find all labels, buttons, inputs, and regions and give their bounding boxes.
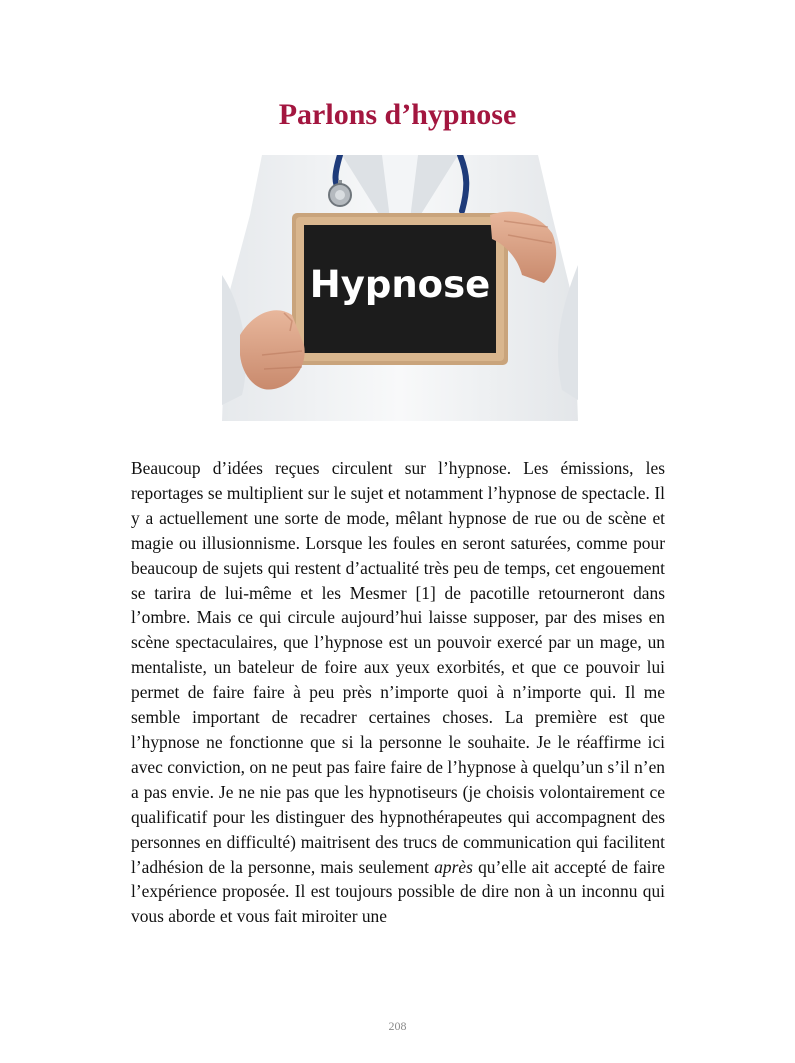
page-title: Parlons d’hypnose (278, 98, 517, 131)
page-number: 208 (388, 1019, 407, 1033)
board-text: Hypnose (309, 263, 491, 306)
body-text-part-2: qu’elle ait accepté de faire l’expérience proposée. Il est toujours possible de dire non à un inconnu qui vous aborde et vous fait miroiter une (131, 856, 666, 927)
body-text-part-1: Beaucoup d’idées reçues circulent sur l’hypnose. Les émissions, les reportages se multiplient sur le sujet et notamment l’hypnose de spectacle. Il y a actuellement une sorte de mode, mêlant hypnose de rue ou de scène et magie ou illusionnisme. Lorsque les foules en seront saturées, comme pour beaucoup de sujets qui restent d’actualité très peu de temps, cet engouement se tarira de lui-même et les Mesmer [1] de pacotille retourneront dans l’ombre. Mais ce qui circule aujourd’hui laisse supposer, par des mises en scène spectaculaires, que l’hypnose est un pouvoir exercé par un mage, un mentaliste, un bateleur de foire aux yeux exorbités, et que ce pouvoir lui permet de faire faire à peu près n’importe quoi à n’importe qui. Il me semble important de recadrer certaines choses. La première est que l’hypnose ne fonctionne que si la personne le souhaite. Je le réaffirme ici avec conviction, on ne peut pas faire faire de l’hypnose à quelqu’un s’il n’en a pas envie. Je ne nie pas que les hypnotiseurs (je choisis volontairement ce qualificatif pour les distinguer des hypnothérapeutes qui accompagnent des personnes en difficulté) maitrisent des trucs de communication qui facilitent l’adhésion de la personne, mais seulement (131, 458, 665, 877)
body-paragraph (131, 456, 665, 929)
body-text-emphasis: après (434, 856, 473, 877)
doctor-holding-hypnose-sign-image (222, 155, 578, 421)
